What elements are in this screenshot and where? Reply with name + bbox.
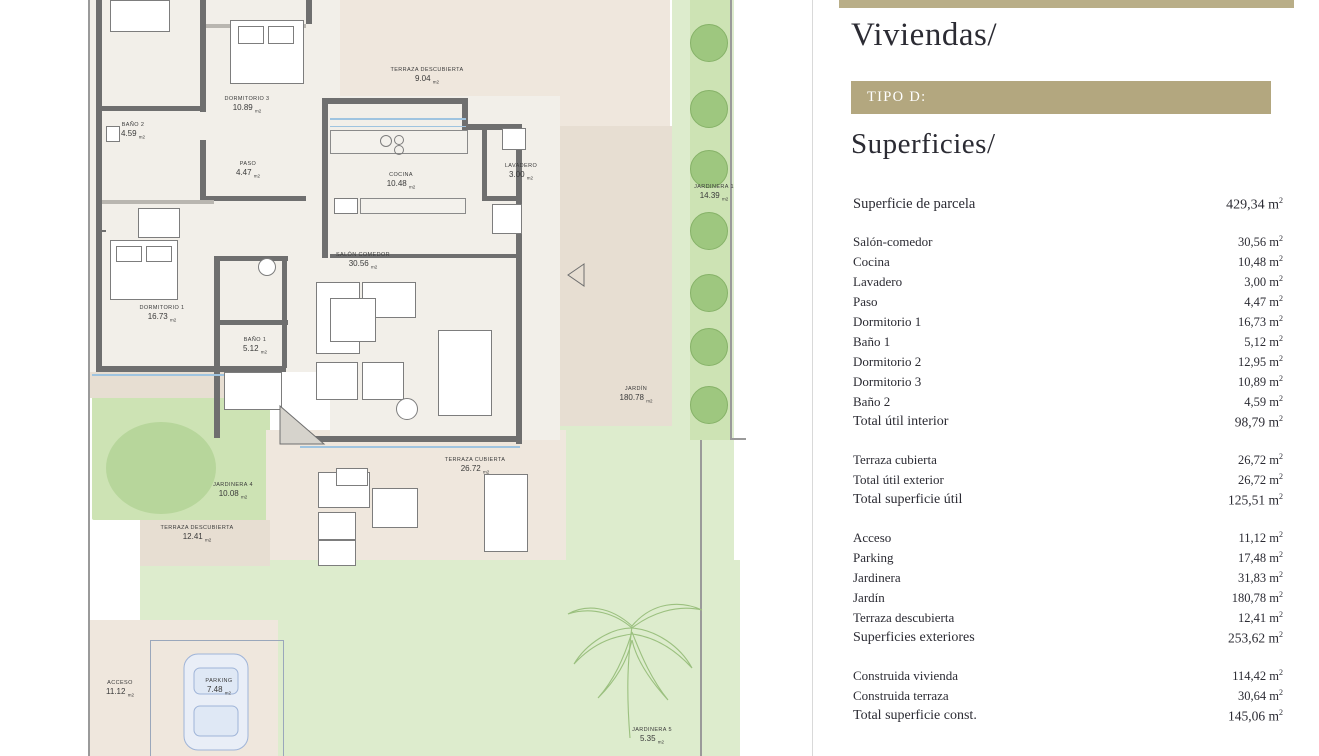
plot-boundary-right [730,0,732,440]
wall-segment [516,264,522,444]
basin-icon [258,258,276,276]
sink-icon [380,135,392,147]
surface-row [853,610,1283,630]
wall-segment [96,106,206,111]
armchair-icon [362,362,404,400]
surface-row-name: Dormitorio 3 [853,374,922,389]
surface-row [853,254,1283,274]
surface-row [853,630,1283,650]
surface-value-unit-exponent: 2 [1279,630,1283,639]
room-label: PARKING 7.48 $_{m2}$ [205,678,233,696]
surface-value-number: 125,51 m [1227,492,1279,508]
surface-value-number: 17,48 m [1238,551,1279,566]
surface-row-name: Jardín [853,590,885,605]
surface-row-value [1238,314,1283,330]
surface-value-number: 3,00 m [1244,275,1279,290]
room-label: COCINA 10.48 $_{m2}$ [386,172,416,190]
room-label: BAÑO 2 4.59 $_{m2}$ [120,122,146,140]
surface-value-number: 4,59 m [1244,395,1279,410]
wall-light [102,200,214,204]
surface-value-unit-exponent: 2 [1279,334,1283,343]
surface-value-number: 31,83 m [1238,571,1279,586]
shrub-icon [690,90,728,128]
dishwasher-icon [334,198,358,214]
surface-value-unit-exponent: 2 [1279,530,1283,539]
outdoor-table-icon [372,488,418,528]
room-label: JARDINERA 1 14.39 $_{m2}$ [694,184,734,202]
room-label: JARDÍN 180.78 $_{m2}$ [619,386,653,404]
surface-row [853,570,1283,590]
surface-row-value [1238,254,1283,270]
surface-row [853,274,1283,294]
surface-row [853,354,1283,374]
surface-row-value [1238,530,1283,546]
surface-value-unit-exponent: 2 [1279,590,1283,599]
page-title: Viviendas/ [851,17,997,53]
surface-value-unit-exponent: 2 [1279,294,1283,303]
surface-row [853,590,1283,610]
pillow-icon [268,26,294,44]
wall-segment [214,256,288,261]
wall-segment [214,320,288,325]
wall-segment [200,196,306,201]
surface-row-value [1238,452,1283,468]
room-label: JARDINERA 5 5.35 $_{m2}$ [632,727,672,745]
surface-row-value [1238,472,1283,488]
surface-row-name: Baño 1 [853,334,891,349]
surface-value-unit-exponent: 2 [1279,570,1283,579]
wall-segment [482,130,487,196]
room-label: DORMITORIO 3 10.89 $_{m2}$ [224,96,270,114]
plot-boundary-left [88,0,90,756]
surface-row-value [1238,550,1283,566]
group-spacer [853,434,1283,452]
surface-row-name: Paso [853,294,878,309]
surface-value-number: 145,06 m [1227,708,1279,724]
surface-row [853,550,1283,570]
surface-row-name: Dormitorio 1 [853,314,922,329]
service-line [300,446,520,448]
surface-row-name: Total útil exterior [853,472,944,487]
surface-value-number: 26,72 m [1238,473,1279,488]
lawn-circle [106,422,216,514]
wall-segment [214,256,220,438]
surface-value-number: 98,79 m [1234,414,1279,430]
hob-burner-icon [394,145,404,155]
room-label: TERRAZA DESCUBIERTA 9.04 $_{m2}$ [390,67,464,85]
wall-segment [100,230,106,232]
surface-value-unit-exponent: 2 [1279,452,1283,461]
surface-value-number: 10,48 m [1238,255,1279,270]
fridge-icon [138,208,180,238]
surface-value-unit-exponent: 2 [1279,234,1283,243]
shrub-icon [690,274,728,312]
surface-row-name: Lavadero [853,274,903,289]
surface-value-unit-exponent: 2 [1279,354,1283,363]
pillow-icon [146,246,172,262]
service-line [330,118,466,120]
direction-arrow-icon [566,262,588,288]
surface-row-name: Construida terraza [853,688,949,703]
surface-row-value [1244,334,1283,350]
surface-row-name: Total útil interior [853,414,949,429]
room-label: DORMITORIO 1 16.73 $_{m2}$ [139,305,185,323]
wall-segment [306,0,312,24]
room-label: TERRAZA DESCUBIERTA 12.41 $_{m2}$ [160,525,234,543]
surface-row-name: Total superficie útil [853,492,963,507]
room-label: BAÑO 1 5.12 $_{m2}$ [242,337,268,355]
surface-row-value [1238,610,1283,626]
surface-value-unit-exponent: 2 [1279,492,1283,501]
bed-icon [110,0,170,32]
shrub-icon [690,212,728,250]
wall-segment [300,436,522,442]
surface-value-unit-exponent: 2 [1279,472,1283,481]
wall-segment [482,196,522,201]
surface-row-value [1238,374,1283,390]
group-spacer [853,216,1283,234]
surface-value-number: 12,41 m [1238,611,1279,626]
surface-row [853,492,1283,512]
room-label: ACCESO 11.12 $_{m2}$ [106,680,134,698]
surface-row [853,530,1283,550]
surface-value-unit-exponent: 2 [1279,610,1283,619]
surface-row-name: Terraza cubierta [853,452,937,467]
parking-outline [150,640,284,756]
surface-row [853,708,1283,728]
surfaces-table [853,196,1283,728]
surface-row-value [1244,274,1283,290]
group-spacer [853,650,1283,668]
surface-row [853,196,1283,216]
service-line [330,126,466,127]
surface-row-value [1238,234,1283,250]
wall-segment [322,98,328,258]
surface-row-name: Total superficie const. [853,708,977,723]
outdoor-chair-icon [318,540,356,566]
room-label: PASO 4.47 $_{m2}$ [235,161,261,179]
surface-value-unit-exponent: 2 [1279,688,1283,697]
surface-row [853,334,1283,354]
surface-value-unit-exponent: 2 [1279,668,1283,677]
door-swing-icon [278,400,328,446]
wall-segment [322,98,467,104]
armchair-icon [316,362,358,400]
panel-top-accent-bar [839,0,1294,8]
surface-row-value [1226,196,1283,214]
wall-segment [96,0,102,372]
surface-row-value [1238,688,1283,704]
surface-row-name: Baño 2 [853,394,891,409]
section-title: Superficies/ [851,128,996,160]
surface-row [853,314,1283,334]
wall-segment [282,256,287,368]
outdoor-lounger-icon [336,468,368,486]
shrub-icon [690,328,728,366]
room-label: JARDINERA 4 10.08 $_{m2}$ [213,482,253,500]
surface-value-number: 114,42 m [1232,669,1279,684]
surface-value-number: 180,78 m [1231,591,1279,606]
surface-value-number: 5,12 m [1244,335,1279,350]
surfaces-panel [812,0,1319,756]
surface-row [853,234,1283,254]
surface-value-number: 26,72 m [1238,453,1279,468]
outdoor-dining-table-icon [484,474,528,552]
surface-value-unit-exponent: 2 [1279,414,1283,423]
surface-value-unit-exponent: 2 [1279,550,1283,559]
surface-value-number: 429,34 m [1226,197,1279,213]
surface-value-unit-exponent: 2 [1279,274,1283,283]
surface-row [853,414,1283,434]
surface-value-number: 16,73 m [1238,315,1279,330]
surface-row [853,452,1283,472]
surface-row [853,472,1283,492]
surface-row-name: Superficies exteriores [853,630,975,645]
shrub-icon [690,150,728,188]
surface-row-value [1228,630,1283,647]
outdoor-chair-icon [318,512,356,540]
surface-row-name: Jardinera [853,570,901,585]
shrub-icon [690,386,728,424]
surface-value-number: 30,56 m [1238,235,1279,250]
surface-row-value [1232,590,1283,606]
shower-tray-icon [224,372,282,410]
surface-row [853,394,1283,414]
palm-tree-icon [540,548,720,738]
surface-row [853,668,1283,688]
surface-row-name: Terraza descubierta [853,610,955,625]
surface-row [853,374,1283,394]
room-label: SALÓN COMEDOR 30.56 $_{m2}$ [335,252,391,270]
pillow-icon [116,246,142,262]
surface-value-number: 10,89 m [1238,375,1279,390]
surface-value-unit-exponent: 2 [1279,254,1283,263]
washer-icon [502,128,526,150]
surface-row-value [1228,492,1283,509]
surface-row-name: Acceso [853,530,892,545]
surface-row-value [1235,414,1283,431]
surface-row-name: Cocina [853,254,890,269]
surface-row-name: Dormitorio 2 [853,354,922,369]
surface-value-unit-exponent: 2 [1279,708,1283,717]
dining-table-icon [438,330,492,416]
surface-value-number: 4,47 m [1244,295,1279,310]
surface-value-unit-exponent: 2 [1279,394,1283,403]
surface-row-name: Salón-comedor [853,234,933,249]
side-table-icon [396,398,418,420]
surface-row-value [1238,354,1283,370]
surface-row-name: Construida vivienda [853,668,959,683]
room-label: TERRAZA CUBIERTA 26.72 $_{m2}$ [444,457,506,475]
pillow-icon [238,26,264,44]
group-spacer [853,512,1283,530]
surface-row [853,294,1283,314]
laundry-unit-icon [492,204,522,234]
tipo-badge [851,81,1271,114]
tipo-label: TIPO D: [867,89,927,105]
hob-burner-icon [394,135,404,145]
surface-value-unit-exponent: 2 [1279,196,1283,205]
surface-row-value [1244,394,1283,410]
surface-value-number: 12,95 m [1238,355,1279,370]
surface-row-value [1228,708,1283,725]
surface-value-number: 30,64 m [1238,689,1279,704]
surface-row-value [1232,668,1283,684]
surface-value-number: 11,12 m [1238,531,1279,546]
surface-value-unit-exponent: 2 [1279,314,1283,323]
kitchen-island [360,198,466,214]
coffee-table-icon [330,298,376,342]
surface-row-name: Superficie de parcela [853,196,976,212]
surface-value-number: 253,62 m [1227,630,1279,646]
wall-segment [200,140,206,200]
room-label: LAVADERO 3.00 $_{m2}$ [504,163,538,181]
surface-value-unit-exponent: 2 [1279,374,1283,383]
surface-row-value [1238,570,1283,586]
shrub-icon [690,24,728,62]
surface-row-name: Parking [853,550,894,565]
surface-row-value [1244,294,1283,310]
surface-row [853,688,1283,708]
